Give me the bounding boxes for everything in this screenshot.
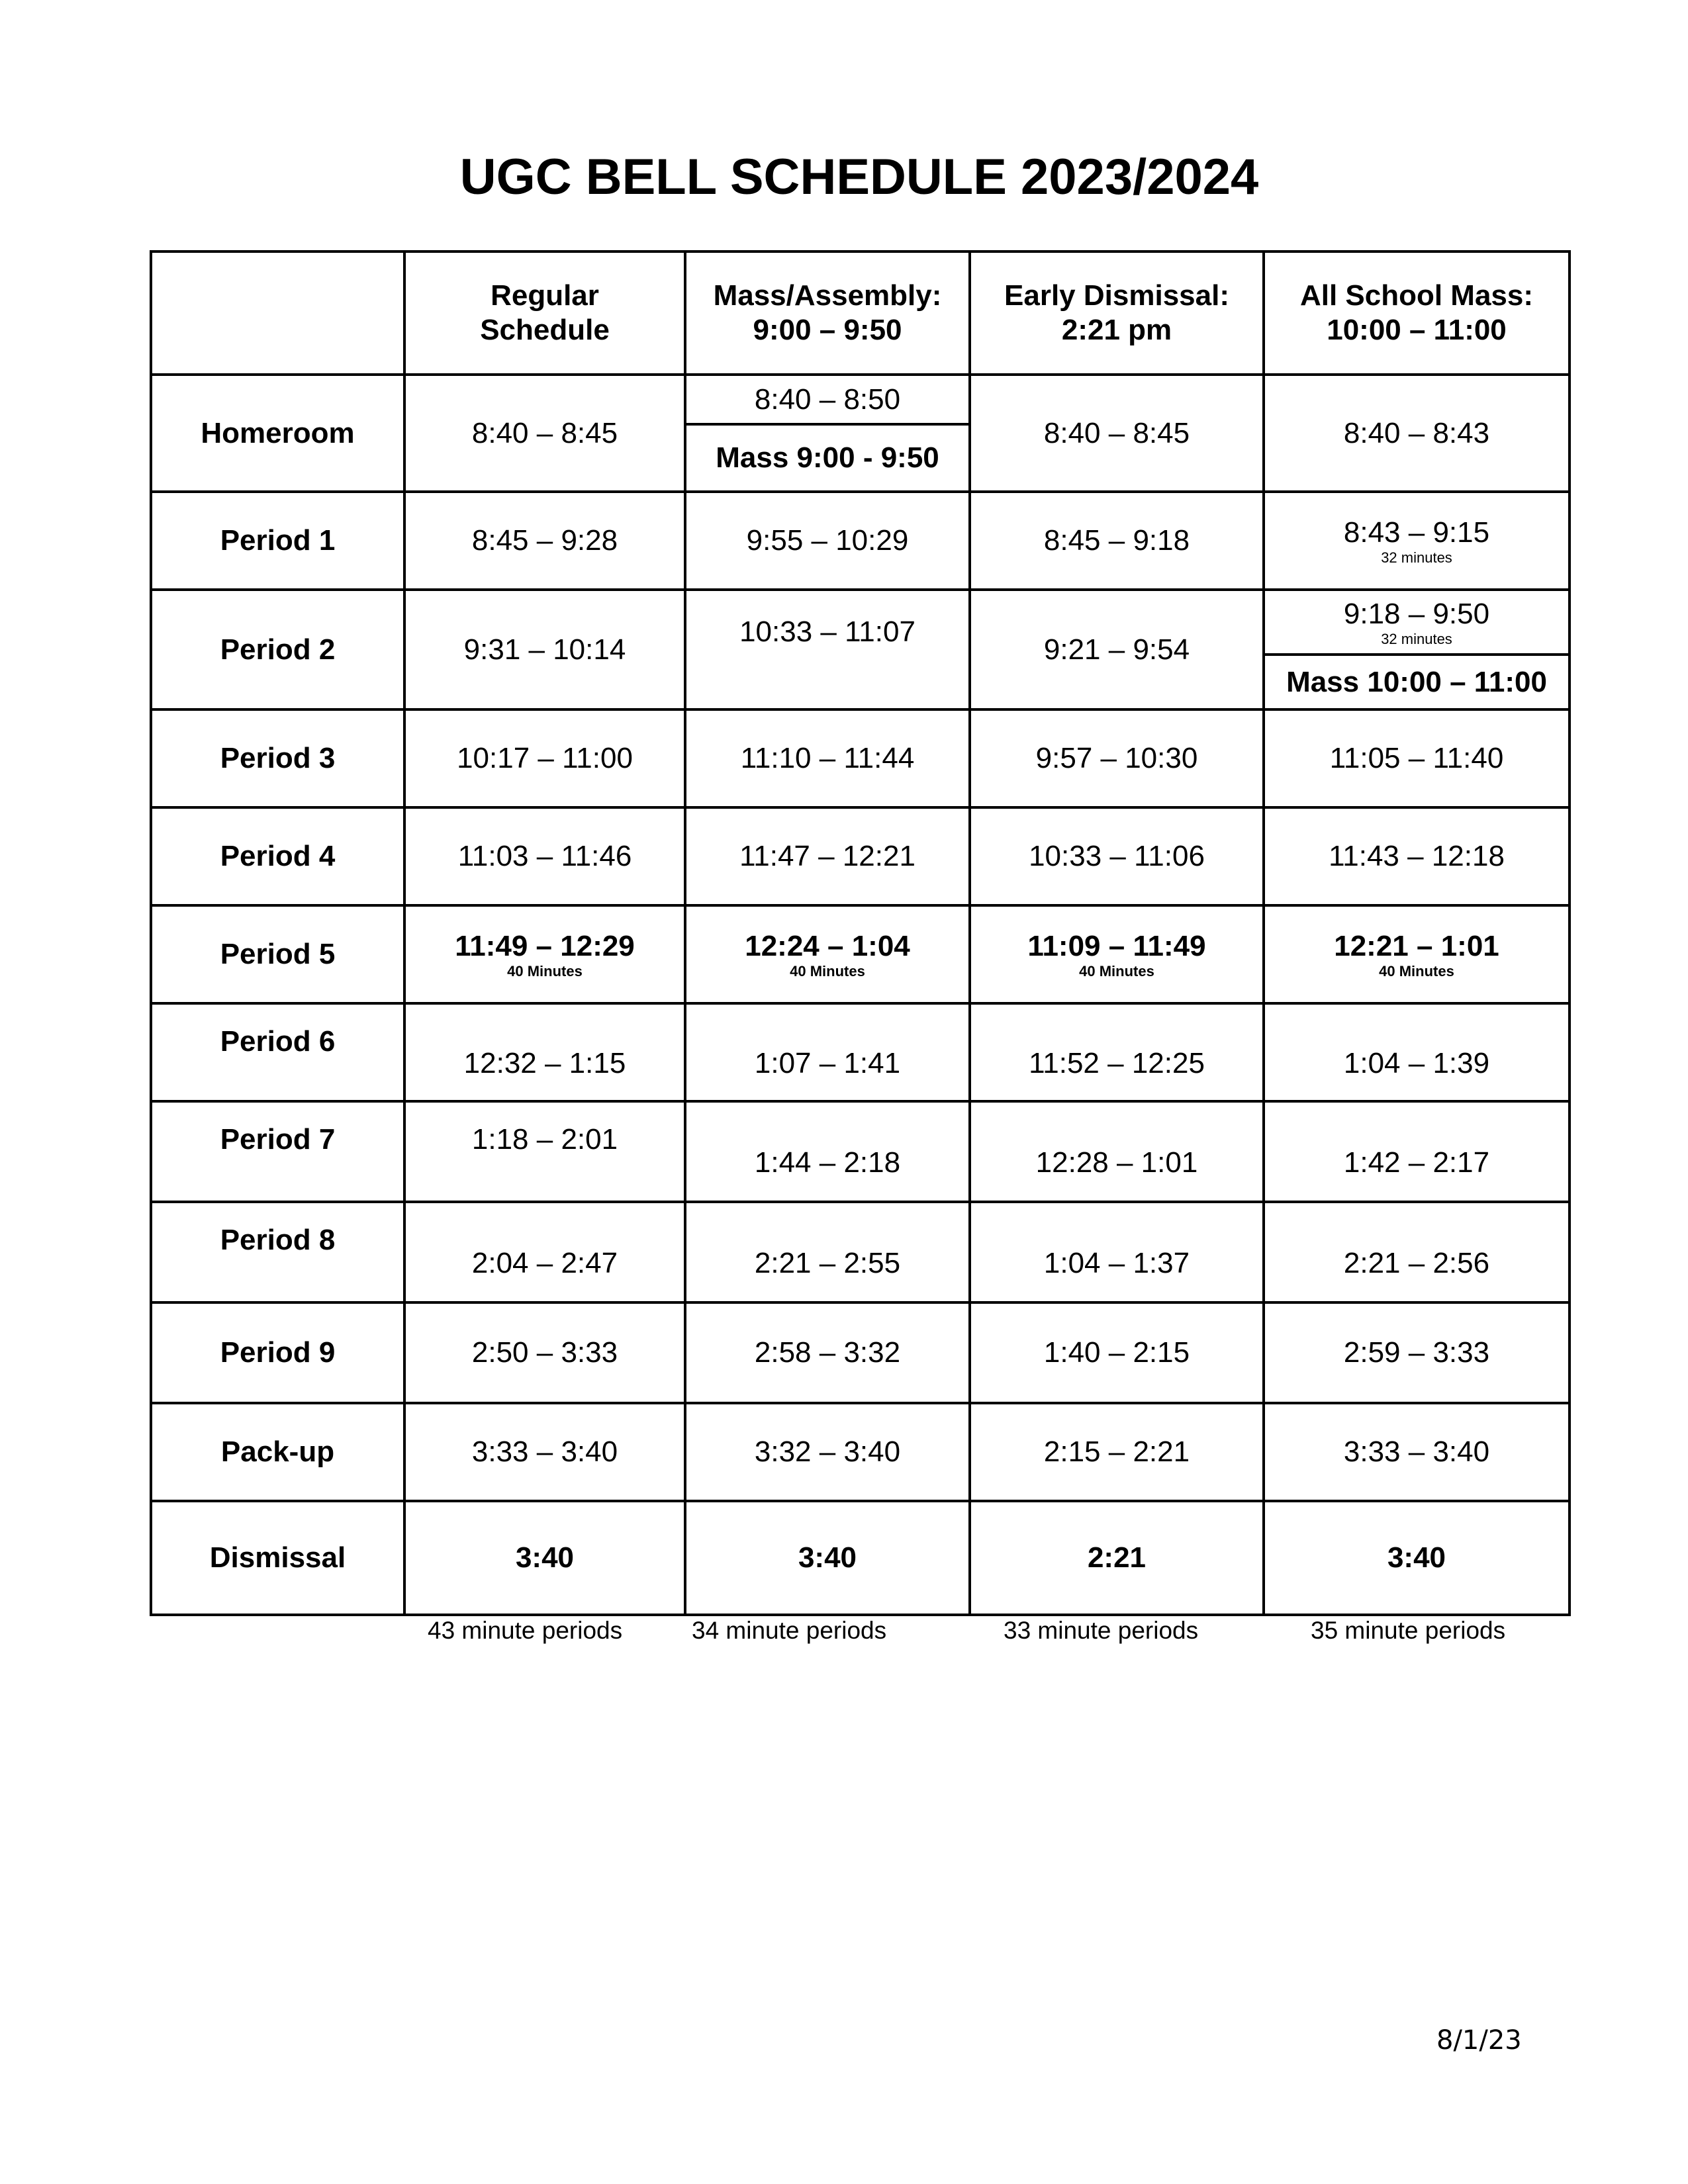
time-cell-early: 1:40 – 2:15 (970, 1302, 1264, 1403)
time-value: 9:18 – 9:50 (1343, 598, 1490, 630)
period-length-allmass: 35 minute periods (1311, 1617, 1506, 1644)
time-cell-mass (685, 590, 970, 709)
table-row-pack-up (151, 1403, 1570, 1501)
column-header-regular (404, 251, 685, 375)
time-cell-allmass: 8:40 – 8:43 (1264, 375, 1570, 492)
column-header-line1: All School Mass: (1299, 279, 1534, 312)
time-value: 12:24 – 1:04 (745, 930, 910, 962)
row-label-text: Period 6 (220, 1025, 336, 1058)
revision-date: 8/1/23 (1436, 2025, 1522, 2056)
table-row-homeroom (151, 375, 1570, 492)
time-value: 12:28 – 1:01 (1035, 1146, 1198, 1179)
time-cell-allmass (1264, 1101, 1570, 1202)
row-label: Pack-up (151, 1403, 404, 1501)
time-cell-mass: 11:10 – 11:44 (685, 709, 970, 807)
time-value: 12:32 – 1:15 (463, 1047, 626, 1079)
time-cell-mass: 3:32 – 3:40 (685, 1403, 970, 1501)
row-label: Period 9 (151, 1302, 404, 1403)
time-value: 1:18 – 2:01 (471, 1123, 618, 1156)
table-row-period-1 (151, 492, 1570, 590)
period-length-regular: 43 minute periods (428, 1617, 623, 1644)
time-value: 1:44 – 2:18 (754, 1146, 901, 1179)
time-value: 2:04 – 2:47 (471, 1247, 618, 1279)
column-header-early-dismissal (970, 251, 1264, 375)
time-cell-mass (685, 1101, 970, 1202)
time-cell-regular: 11:03 – 11:46 (404, 807, 685, 905)
time-cell-allmass (1264, 1202, 1570, 1302)
time-cell-early: 9:57 – 10:30 (970, 709, 1264, 807)
table-row-period-2 (151, 590, 1570, 709)
time-cell-regular: 8:40 – 8:45 (404, 375, 685, 492)
table-row-dismissal (151, 1501, 1570, 1615)
time-cell-early (970, 1101, 1264, 1202)
column-header-line1: Mass/Assembly: (713, 279, 942, 312)
duration-note: 40 Minutes (1379, 963, 1454, 979)
time-value: 11:49 – 12:29 (455, 930, 635, 962)
time-cell-allmass (1264, 905, 1570, 1003)
corner-cell (151, 251, 404, 375)
time-cell-allmass: 2:59 – 3:33 (1264, 1302, 1570, 1403)
column-header-mass-assembly (685, 251, 970, 375)
time-cell-mass: 2:58 – 3:32 (685, 1302, 970, 1403)
time-cell-early: 2:21 (970, 1501, 1264, 1615)
row-label: Period 1 (151, 492, 404, 590)
table-row-period-6 (151, 1003, 1570, 1101)
time-cell-mass (685, 905, 970, 1003)
row-label: Period 4 (151, 807, 404, 905)
mass-time-note: Mass 9:00 - 9:50 (716, 441, 939, 474)
period-2-time (1265, 591, 1568, 656)
column-header-all-school-mass (1264, 251, 1570, 375)
column-header-line1: Regular (491, 279, 599, 312)
time-cell-early: 9:21 – 9:54 (970, 590, 1264, 709)
time-cell-regular: 3:40 (404, 1501, 685, 1615)
period-length-mass: 34 minute periods (692, 1617, 887, 1644)
row-label: Period 2 (151, 590, 404, 709)
table-row-period-4 (151, 807, 1570, 905)
time-cell-allmass: 11:43 – 12:18 (1264, 807, 1570, 905)
table-row-period-3 (151, 709, 1570, 807)
time-cell-early (970, 1003, 1264, 1101)
time-value: 11:09 – 11:49 (1027, 930, 1206, 962)
time-cell-allmass (1264, 492, 1570, 590)
time-value: 1:04 – 1:37 (1043, 1247, 1190, 1279)
duration-note: 40 Minutes (790, 963, 865, 979)
row-label (151, 1101, 404, 1202)
table-row-period-5 (151, 905, 1570, 1003)
homeroom-time: 8:40 – 8:50 (686, 376, 968, 426)
column-header-line2: Schedule (480, 314, 610, 346)
bell-schedule-table (150, 250, 1571, 1616)
mass-time-note: Mass 10:00 – 11:00 (1286, 665, 1547, 698)
row-label: Period 5 (151, 905, 404, 1003)
time-value: 2:21 – 2:56 (1343, 1247, 1490, 1279)
time-cell-regular (404, 905, 685, 1003)
time-cell-regular: 8:45 – 9:28 (404, 492, 685, 590)
time-value: 1:07 – 1:41 (754, 1047, 901, 1079)
time-value: 10:33 – 11:07 (739, 615, 915, 648)
time-cell-mass (685, 1003, 970, 1101)
time-value: 12:21 – 1:01 (1334, 930, 1499, 962)
page-title: UGC BELL SCHEDULE 2023/2024 (459, 149, 1259, 205)
time-cell-regular (404, 1101, 685, 1202)
column-header-line2: 2:21 pm (1061, 314, 1172, 346)
time-cell-regular: 9:31 – 10:14 (404, 590, 685, 709)
time-cell-mass (685, 1202, 970, 1302)
row-label (151, 1202, 404, 1302)
table-row-period-7 (151, 1101, 1570, 1202)
time-cell-mass: 9:55 – 10:29 (685, 492, 970, 590)
row-label: Period 3 (151, 709, 404, 807)
time-cell-allmass: 3:33 – 3:40 (1264, 1403, 1570, 1501)
time-cell-early (970, 905, 1264, 1003)
column-header-line2: 10:00 – 11:00 (1327, 314, 1507, 346)
duration-note: 32 minutes (1381, 631, 1452, 647)
time-value: 1:42 – 2:17 (1343, 1146, 1490, 1179)
row-label: Homeroom (151, 375, 404, 492)
time-cell-early (970, 1202, 1264, 1302)
time-cell-mass: 3:40 (685, 1501, 970, 1615)
row-label-text: Period 7 (220, 1123, 336, 1156)
time-cell-regular: 3:33 – 3:40 (404, 1403, 685, 1501)
row-label-text: Period 8 (220, 1224, 336, 1256)
table-row-period-8 (151, 1202, 1570, 1302)
time-cell-mass: 11:47 – 12:21 (685, 807, 970, 905)
column-header-line2: 9:00 – 9:50 (753, 314, 902, 346)
time-cell-allmass (1264, 590, 1570, 709)
time-cell-regular: 2:50 – 3:33 (404, 1302, 685, 1403)
time-cell-early: 10:33 – 11:06 (970, 807, 1264, 905)
time-cell-allmass: 11:05 – 11:40 (1264, 709, 1570, 807)
table-row-period-9 (151, 1302, 1570, 1403)
duration-note: 40 Minutes (507, 963, 583, 979)
time-value: 1:04 – 1:39 (1343, 1047, 1490, 1079)
period-length-early: 33 minute periods (1004, 1617, 1199, 1644)
time-value: 8:43 – 9:15 (1343, 516, 1490, 549)
duration-note: 32 minutes (1381, 549, 1452, 566)
time-value: 11:52 – 12:25 (1029, 1047, 1205, 1079)
time-cell-regular: 10:17 – 11:00 (404, 709, 685, 807)
duration-note: 40 Minutes (1079, 963, 1154, 979)
header-row (151, 251, 1570, 375)
row-label (151, 1003, 404, 1101)
time-value: 2:21 – 2:55 (754, 1247, 901, 1279)
row-label: Dismissal (151, 1501, 404, 1615)
time-cell-regular (404, 1202, 685, 1302)
time-cell-early: 2:15 – 2:21 (970, 1403, 1264, 1501)
time-cell-mass (685, 375, 970, 492)
time-cell-regular (404, 1003, 685, 1101)
time-cell-early: 8:45 – 9:18 (970, 492, 1264, 590)
column-header-line1: Early Dismissal: (1004, 279, 1229, 312)
time-cell-allmass: 3:40 (1264, 1501, 1570, 1615)
time-cell-early: 8:40 – 8:45 (970, 375, 1264, 492)
time-cell-allmass (1264, 1003, 1570, 1101)
